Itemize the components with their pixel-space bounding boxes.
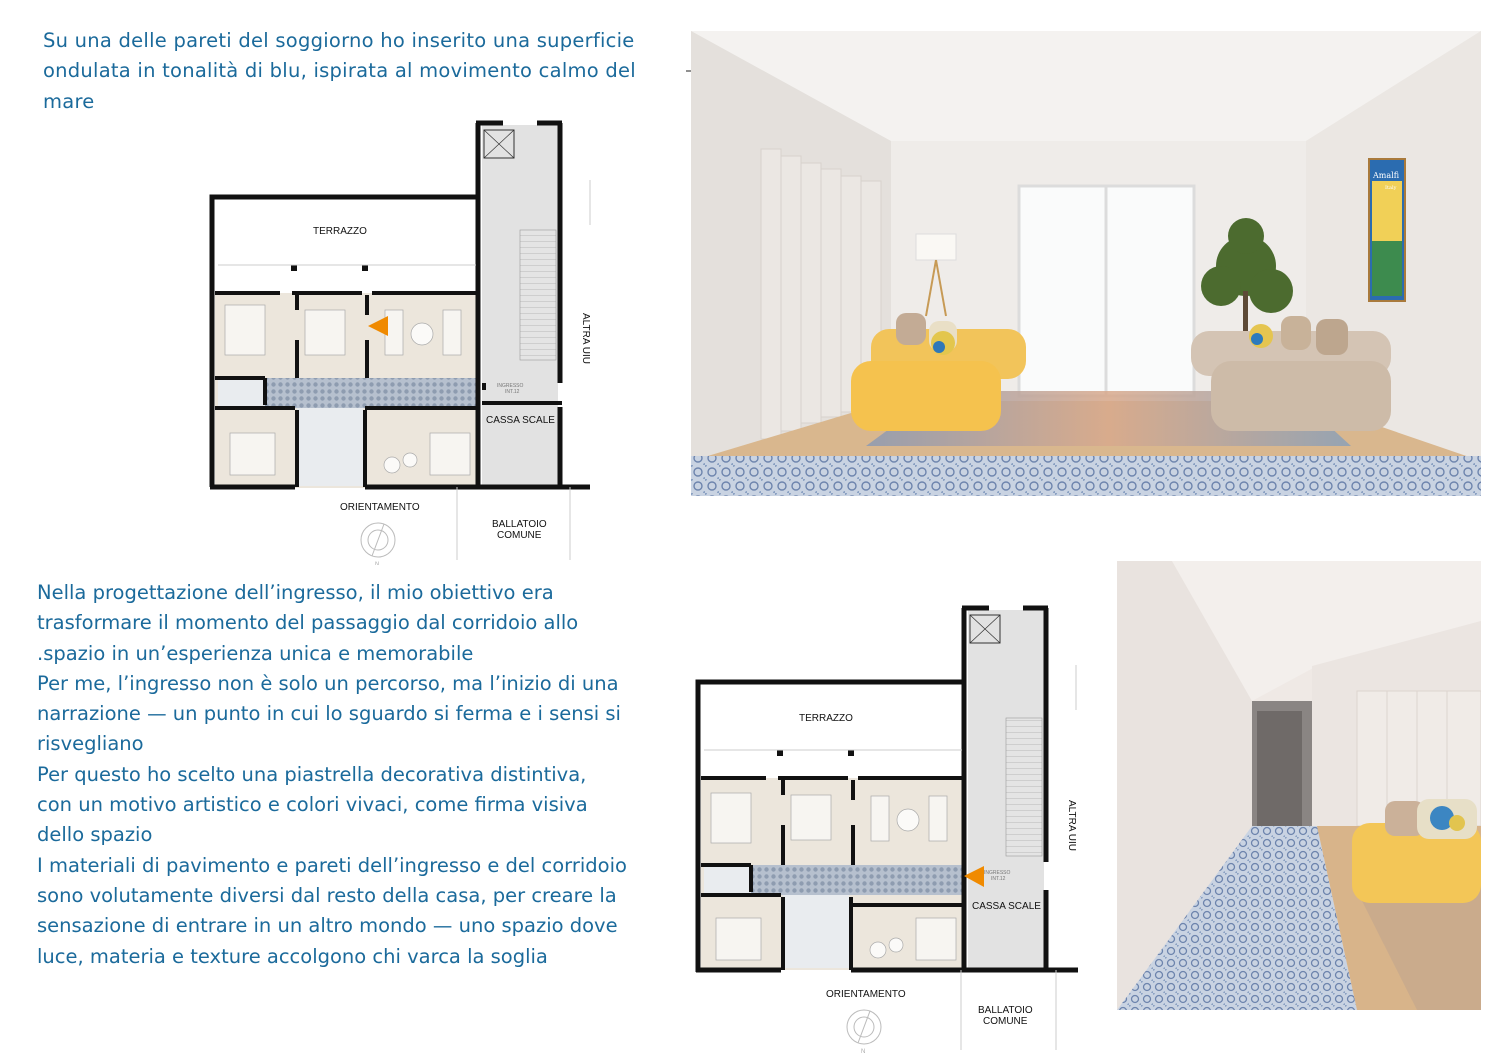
label-landing-2: COMUNE (497, 530, 542, 541)
label-entry-sub: INT.12 (505, 389, 520, 395)
label-landing-1: BALLATOIO (492, 519, 547, 530)
text-line: Per questo ho scelto una piastrella decorativa distintiva, (37, 762, 587, 786)
label-entry: INGRESSO (984, 870, 1011, 876)
text-line: luce, materia e texture accolgono chi varca la soglia (37, 944, 548, 968)
living-room-render (691, 31, 1481, 496)
label-landing-2: COMUNE (983, 1016, 1028, 1027)
text-line: Nella progettazione dell’ingresso, il mio obiettivo era (37, 581, 554, 604)
label-terrace: TERRAZZO (313, 226, 367, 237)
poster-brand: Amalfi (1373, 171, 1400, 180)
text-line: sensazione di entrare in un altro mondo — uno spazio dove (37, 914, 618, 938)
compass-icon (847, 1010, 881, 1055)
living-room-description (43, 26, 666, 117)
text-line: I materiali di pavimento e pareti dell’ingresso e del corridoio (37, 853, 627, 877)
text-line: risvegliano (37, 732, 144, 756)
label-entry-sub: INT.12 (991, 876, 1006, 882)
text-line: con un motivo artistico e colori vivaci, come firma visiva (37, 793, 588, 817)
svg-text:N: N (375, 562, 380, 565)
text-line: sono volutamente diversi dal resto della casa, per creare la (37, 883, 617, 907)
text-line: narrazione — un punto in cui lo sguardo si ferma e i sensi si (37, 702, 621, 726)
text-line: Per me, l’ingresso non è solo un percorso, ma l’inizio di una (37, 671, 619, 695)
svg-text:N: N (861, 1049, 866, 1055)
floor-plan-living (200, 115, 600, 565)
label-terrace: TERRAZZO (799, 713, 853, 724)
label-other-unit: ALTRA UIU (1066, 800, 1077, 851)
entrance-description (37, 578, 633, 972)
poster-tagline: Italy (1385, 185, 1397, 191)
label-entry: INGRESSO (497, 383, 524, 389)
label-orientation: ORIENTAMENTO (340, 502, 420, 513)
text-line: .spazio in un’esperienza unica e memorabile (37, 641, 474, 665)
label-orientation: ORIENTAMENTO (826, 989, 906, 1000)
compass-icon (361, 523, 395, 565)
text-line: dello spazio (37, 823, 153, 847)
text-line: Su una delle pareti del soggiorno ho inserito una superficie (43, 29, 635, 52)
text-line: trasformare il momento del passaggio dal corridoio allo (37, 611, 579, 635)
floor-plan-entrance (686, 600, 1086, 1055)
label-stairwell: CASSA SCALE (486, 415, 555, 426)
label-stairwell: CASSA SCALE (972, 901, 1041, 912)
text-line: ondulata in tonalità di blu, ispirata al movimento calmo del (43, 59, 636, 83)
text-line: mare (43, 89, 95, 113)
corridor-render (1117, 561, 1481, 1010)
label-landing-1: BALLATOIO (978, 1005, 1033, 1016)
label-other-unit: ALTRA UIU (580, 313, 591, 364)
